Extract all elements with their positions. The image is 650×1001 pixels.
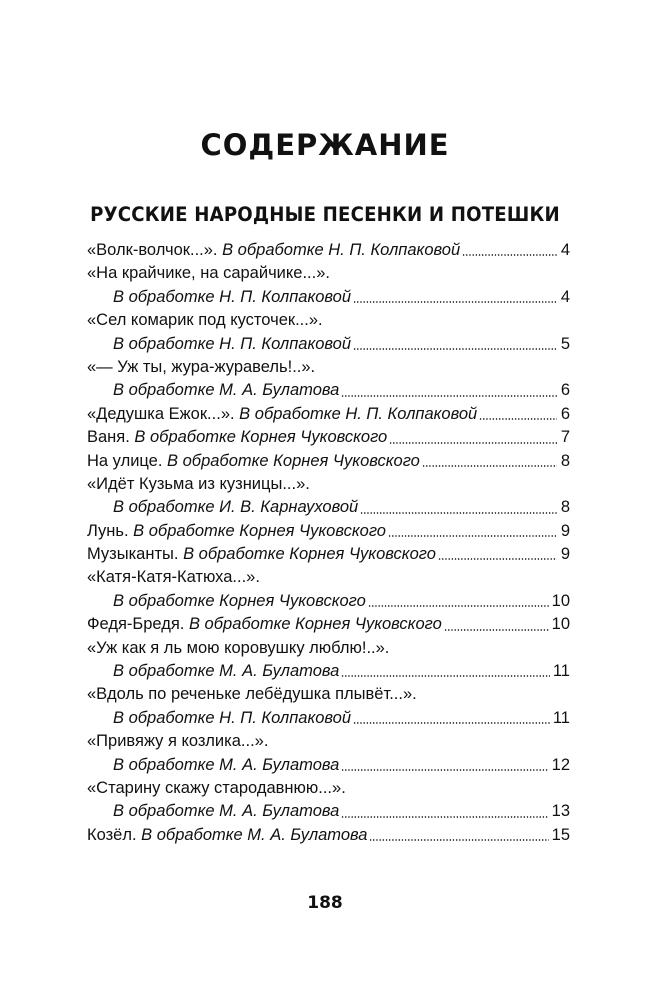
toc-entry-text <box>87 473 310 496</box>
toc-entry <box>87 660 570 683</box>
toc-entry-credit: В обработке Н. П. Колпаковой <box>222 241 461 259</box>
toc-entry <box>87 777 570 800</box>
toc-page-number: 11 <box>552 662 570 681</box>
toc-entry-credit: В обработке Н. П. Колпаковой <box>239 404 478 423</box>
toc-page-number: 8 <box>560 451 570 470</box>
toc-entry <box>87 309 570 332</box>
toc-page-number: 12 <box>551 755 570 774</box>
toc-entry-text <box>87 450 420 473</box>
toc-page-number: 10 <box>551 591 570 610</box>
toc-page-number: 15 <box>551 825 570 844</box>
toc-entry-title: «Старину скажу стародавнюю...». <box>87 778 346 797</box>
toc-entry-text <box>87 683 417 706</box>
table-of-contents <box>87 239 570 847</box>
toc-entry-text <box>87 309 323 332</box>
toc-entry-text <box>113 379 339 402</box>
toc-entry-text <box>87 262 330 285</box>
toc-entry-title: «Сел комарик под кусточек...». <box>87 311 323 330</box>
dot-leader <box>388 535 557 537</box>
page-heading: СОДЕРЖАНИЕ <box>200 128 450 162</box>
toc-entry-title: Лунь. <box>87 521 134 540</box>
toc-entry <box>87 543 570 566</box>
toc-entry-credit: В обработке М. А. Булатова <box>141 825 368 844</box>
toc-entry <box>87 824 570 847</box>
toc-entry <box>87 520 570 543</box>
dot-leader <box>389 442 557 444</box>
toc-page-number: 8 <box>560 498 570 517</box>
toc-entry <box>87 333 570 356</box>
toc-entry <box>87 239 570 262</box>
toc-entry <box>87 450 570 473</box>
dot-leader <box>438 558 557 560</box>
toc-entry-text <box>113 590 366 613</box>
toc-entry-credit: В обработке Н. П. Колпаковой <box>113 334 352 353</box>
toc-entry-title: На улице. <box>87 451 168 470</box>
toc-entry-text <box>87 730 268 753</box>
toc-entry <box>87 566 570 589</box>
toc-entry-title: «Вдоль по реченьке лебёдушка плывёт...». <box>87 685 417 704</box>
dot-leader <box>368 605 549 607</box>
toc-entry-credit: В обработке Н. П. Колпаковой <box>113 708 352 727</box>
dot-leader <box>341 816 548 818</box>
toc-entry <box>87 473 570 496</box>
toc-page-number: 6 <box>560 404 570 423</box>
toc-entry-title: «Волк-волчок...». <box>87 241 223 259</box>
dot-leader <box>444 629 549 631</box>
toc-page-number: 10 <box>551 615 570 634</box>
toc-page-number: 9 <box>560 545 570 564</box>
toc-entry-text <box>87 566 260 589</box>
toc-entry-title: Музыканты. <box>87 545 184 564</box>
toc-page-number: 4 <box>560 287 570 306</box>
toc-entry <box>87 426 570 449</box>
toc-entry-text <box>113 754 339 777</box>
toc-entry <box>87 262 570 285</box>
toc-entry-text <box>87 777 346 800</box>
toc-page-number: 4 <box>560 241 570 259</box>
toc-entry-text <box>87 426 387 449</box>
toc-entry-credit: В обработке Корнея Чуковского <box>113 591 366 610</box>
toc-page-number: 6 <box>560 381 570 400</box>
toc-entry-text <box>87 824 367 847</box>
toc-page-number: 11 <box>552 708 570 727</box>
section-title: РУССКИЕ НАРОДНЫЕ ПЕСЕНКИ И ПОТЕШКИ <box>90 203 560 226</box>
toc-entry <box>87 637 570 660</box>
dot-leader <box>353 722 550 724</box>
toc-entry-text <box>113 496 358 519</box>
toc-entry <box>87 683 570 706</box>
toc-entry <box>87 613 570 636</box>
dot-leader <box>462 254 557 256</box>
toc-entry <box>87 379 570 402</box>
toc-entry-text <box>87 356 315 379</box>
page-number: 188 <box>307 893 343 913</box>
toc-entry-text <box>87 520 386 543</box>
toc-entry-credit: В обработке М. А. Булатова <box>113 755 340 774</box>
toc-entry <box>87 754 570 777</box>
toc-entry-text <box>87 543 436 566</box>
toc-entry-title: «Катя-Катя-Катюха...». <box>87 568 260 587</box>
toc-entry <box>87 286 570 309</box>
toc-entry-credit: В обработке Корнея Чуковского <box>167 451 420 470</box>
toc-entry-title: «Дедушка Ежок...». <box>87 404 240 423</box>
toc-entry-text <box>87 637 389 660</box>
dot-leader <box>341 769 548 771</box>
dot-leader <box>341 675 550 677</box>
toc-entry-credit: В обработке Корнея Чуковского <box>133 521 386 540</box>
toc-entry <box>87 590 570 613</box>
toc-page-number: 13 <box>551 802 570 821</box>
toc-entry <box>87 403 570 426</box>
toc-entry <box>87 730 570 753</box>
dot-leader <box>479 418 557 420</box>
toc-entry-text <box>113 800 339 823</box>
toc-page-number: 9 <box>560 521 570 540</box>
toc-entry-credit: В обработке Корнея Чуковского <box>183 545 436 564</box>
toc-entry-title: «— Уж ты, журa-журавель!..». <box>87 357 316 376</box>
toc-entry-credit: В обработке М. А. Булатова <box>113 802 340 821</box>
toc-entry <box>87 356 570 379</box>
toc-entry-text <box>113 707 351 730</box>
toc-entry-text <box>87 239 460 262</box>
toc-page-number: 5 <box>560 334 570 353</box>
toc-entry-text <box>113 660 339 683</box>
dot-leader <box>422 465 557 467</box>
toc-entry-text <box>87 403 477 426</box>
toc-entry-text <box>113 333 351 356</box>
dot-leader <box>353 348 557 350</box>
toc-entry <box>87 496 570 519</box>
dot-leader <box>353 301 557 303</box>
toc-entry-credit: В обработке Корнея Чуковского <box>188 615 442 634</box>
toc-entry-credit: В обработке И. В. Карнауховой <box>113 498 359 517</box>
toc-entry-text <box>87 613 442 636</box>
toc-entry-title: «Уж как я ль мою коровушку люблю!..». <box>87 638 390 657</box>
toc-entry <box>87 800 570 823</box>
toc-entry-title: Козёл. <box>87 825 142 844</box>
dot-leader <box>369 839 548 841</box>
toc-entry-credit: В обработке Н. П. Колпаковой <box>113 287 352 306</box>
toc-entry-title: «На крайчике, на сарайчике...». <box>87 264 330 283</box>
toc-entry-credit: В обработке М. А. Булатова <box>113 381 340 400</box>
toc-entry-credit: В обработке Корнея Чуковского <box>134 428 388 447</box>
toc-entry-title: «Привяжу я козлика...». <box>87 732 269 751</box>
toc-entry-title: «Идёт Кузьма из кузницы...». <box>87 474 310 493</box>
toc-entry-title: Федя-Бредя. <box>87 615 189 634</box>
dot-leader <box>341 395 557 397</box>
toc-entry <box>87 707 570 730</box>
toc-entry-title: Ваня. <box>87 428 135 447</box>
toc-page-number: 7 <box>560 428 570 447</box>
toc-entry-credit: В обработке М. А. Булатова <box>113 662 340 681</box>
dot-leader <box>360 512 557 514</box>
toc-entry-text <box>113 286 351 309</box>
